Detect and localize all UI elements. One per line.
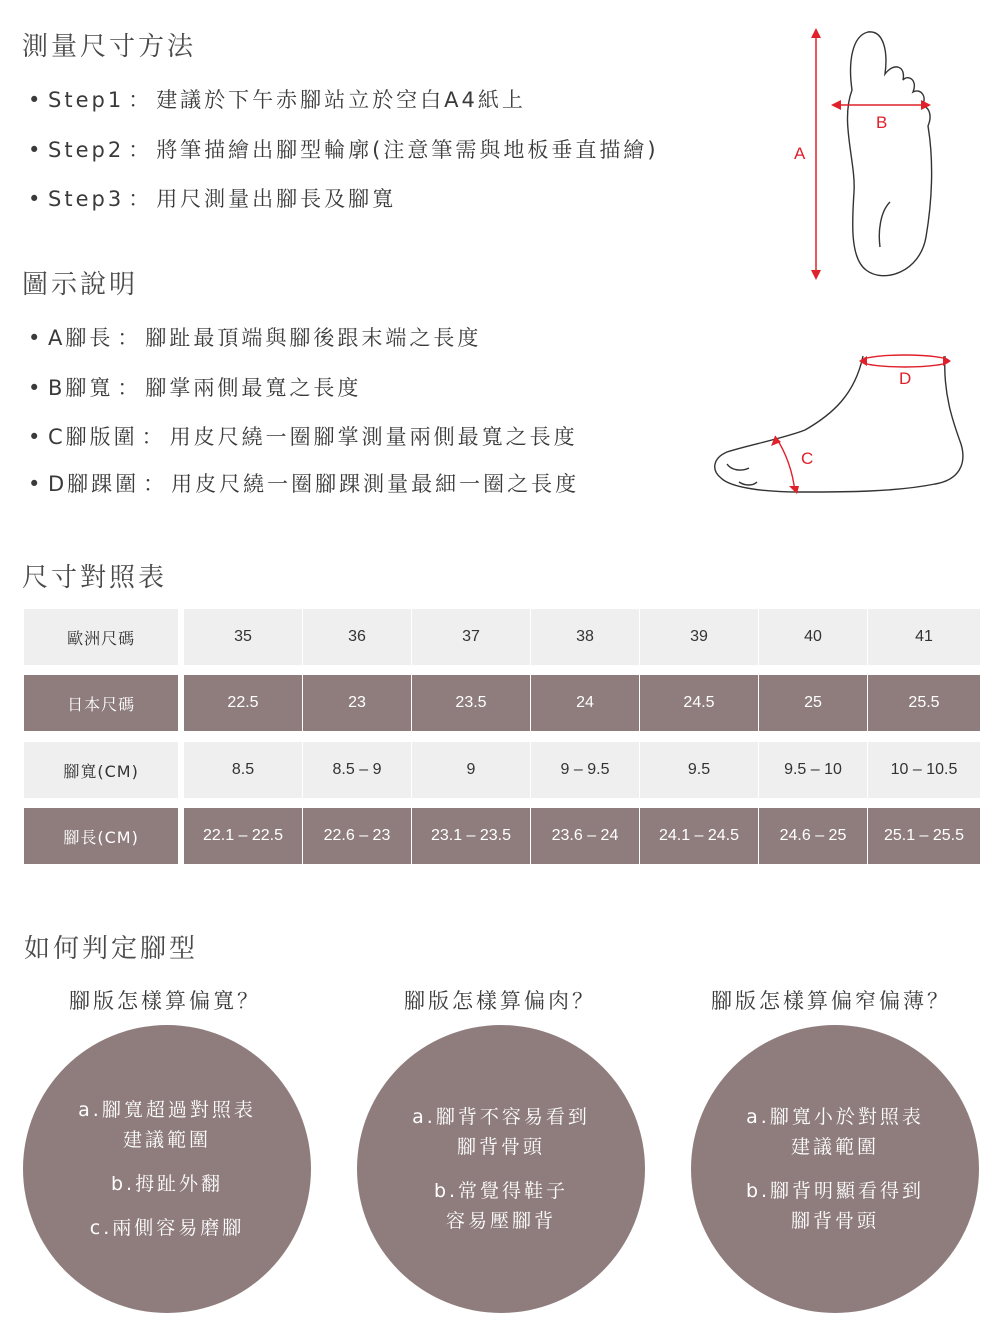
size-table-title: 尺寸對照表 xyxy=(22,563,168,593)
table-row-width xyxy=(24,742,980,798)
circle-item: c.兩側容易磨腳 xyxy=(89,1217,245,1239)
row-header: 腳寬(CM) xyxy=(24,742,178,798)
legend-text: 腳掌兩側最寬之長度 xyxy=(145,376,362,400)
table-cell: 37 xyxy=(411,609,530,665)
legend-colon: ： xyxy=(117,376,142,400)
table-cell: 40 xyxy=(758,609,867,665)
legend-text: 腳趾最頂端與腳後跟末端之長度 xyxy=(145,326,482,350)
step-label: Step1 xyxy=(48,88,125,112)
row-header: 日本尺碼 xyxy=(24,675,178,731)
table-cell: 23.1 – 23.5 xyxy=(411,808,530,864)
legend-colon: ： xyxy=(143,472,168,496)
table-row-eu xyxy=(24,609,980,665)
legend-text: 用皮尺繞一圈腳踝測量最細一圈之長度 xyxy=(171,472,580,496)
table-cell: 10 – 10.5 xyxy=(867,742,980,798)
table-cell: 22.1 – 22.5 xyxy=(202,827,284,844)
circle-item: b.腳背明顯看得到 腳背骨頭 xyxy=(745,1180,925,1232)
bullet: • xyxy=(28,326,44,350)
legend-text: 用皮尺繞一圈腳掌測量兩側最寬之長度 xyxy=(169,425,578,449)
diagram-title: 圖示說明 xyxy=(22,270,139,300)
bullet: • xyxy=(28,138,44,162)
table-cell: 38 xyxy=(530,609,639,665)
table-cell: 8.5 xyxy=(231,761,255,778)
foot-side-illustration xyxy=(705,334,970,504)
table-cell: 24.5 xyxy=(639,675,758,731)
legend-label: B腳寬 xyxy=(48,376,114,400)
arrow-head-up-icon xyxy=(811,28,821,38)
circle-wide xyxy=(23,1025,311,1313)
foot-side-outline xyxy=(715,356,963,492)
circle-item: b.常覺得鞋子 容易壓腳背 xyxy=(433,1180,569,1232)
ankle-arrow-right-icon xyxy=(943,356,951,366)
table-cell: 25.1 – 25.5 xyxy=(867,808,980,864)
legend-label: A腳長 xyxy=(48,326,114,350)
step-3 xyxy=(28,183,396,213)
table-row-jp xyxy=(24,675,980,731)
instep-arrow-bottom-icon xyxy=(789,486,799,494)
step-colon: ： xyxy=(128,88,153,112)
instep-tape xyxy=(775,436,795,492)
step-colon: ： xyxy=(128,187,153,211)
circle-thick xyxy=(357,1025,645,1313)
row-header: 歐洲尺碼 xyxy=(24,609,178,665)
arrow-head-right-icon xyxy=(921,100,931,110)
legend-item-a xyxy=(28,322,481,352)
circle-item: b.拇趾外翻 xyxy=(110,1173,224,1195)
bullet: • xyxy=(28,425,44,449)
step-2 xyxy=(28,134,659,164)
legend-item-c xyxy=(28,421,578,451)
marker-a: A xyxy=(794,144,806,163)
table-cell: 24.1 – 24.5 xyxy=(639,808,758,864)
table-cell: 41 xyxy=(867,609,980,665)
measure-title: 測量尺寸方法 xyxy=(22,32,197,62)
table-cell: 39 xyxy=(639,609,758,665)
table-cell: 9.5 – 10 xyxy=(758,742,867,798)
question-wide: 腳版怎樣算偏寬？ xyxy=(69,989,261,1013)
table-cell: 9 xyxy=(411,742,530,798)
legend-item-b xyxy=(28,372,361,402)
circle-item: a.腳寬小於對照表 建議範圍 xyxy=(746,1106,924,1158)
table-cell: 23.6 – 24 xyxy=(530,808,639,864)
step-1 xyxy=(28,84,526,114)
foot-type-title: 如何判定腳型 xyxy=(24,934,199,964)
marker-b: B xyxy=(876,113,888,132)
marker-d: D xyxy=(899,369,912,388)
ankle-tape xyxy=(861,355,949,367)
step-text: 建議於下午赤腳站立於空白A4紙上 xyxy=(156,88,526,112)
table-cell: 25.5 xyxy=(867,675,980,731)
legend-colon: ： xyxy=(117,326,142,350)
table-cell: 24 xyxy=(530,675,639,731)
legend-label: C腳版圍 xyxy=(48,425,138,449)
table-cell: 24.6 – 25 xyxy=(758,808,867,864)
table-cell: 22.6 – 23 xyxy=(302,808,411,864)
bullet: • xyxy=(28,376,44,400)
bullet: • xyxy=(28,472,44,496)
arrow-head-left-icon xyxy=(831,100,841,110)
step-colon: ： xyxy=(128,138,153,162)
legend-label: D腳踝圍 xyxy=(48,472,140,496)
step-label: Step2 xyxy=(48,138,125,162)
table-cell: 23.5 xyxy=(411,675,530,731)
table-cell: 36 xyxy=(302,609,411,665)
legend-colon: ： xyxy=(141,425,166,449)
step-text: 將筆描繪出腳型輪廓(注意筆需與地板垂直描繪) xyxy=(156,138,659,162)
table-cell: 23 xyxy=(302,675,411,731)
question-thick: 腳版怎樣算偏肉？ xyxy=(404,989,596,1013)
step-text: 用尺測量出腳長及腳寬 xyxy=(156,187,397,211)
legend-item-d xyxy=(28,468,579,498)
table-cell: 8.5 – 9 xyxy=(302,742,411,798)
table-cell: 22.5 xyxy=(227,694,259,711)
circle-item: a.腳背不容易看到 腳背骨頭 xyxy=(412,1106,590,1158)
bullet: • xyxy=(28,88,44,112)
step-label: Step3 xyxy=(48,187,125,211)
circle-item: a.腳寬超過對照表 建議範圍 xyxy=(78,1099,256,1151)
marker-c: C xyxy=(801,449,814,468)
foot-sole-outline xyxy=(847,32,931,276)
question-narrow: 腳版怎樣算偏窄偏薄？ xyxy=(711,989,951,1013)
bullet: • xyxy=(28,187,44,211)
table-cell: 9.5 xyxy=(639,742,758,798)
arrow-head-down-icon xyxy=(811,270,821,280)
row-header: 腳長(CM) xyxy=(24,808,178,864)
table-row-length xyxy=(24,808,980,864)
table-cell: 9 – 9.5 xyxy=(530,742,639,798)
table-cell: 25 xyxy=(758,675,867,731)
circle-narrow xyxy=(691,1025,979,1313)
foot-sole-illustration xyxy=(790,22,950,284)
table-cell: 35 xyxy=(234,628,252,645)
